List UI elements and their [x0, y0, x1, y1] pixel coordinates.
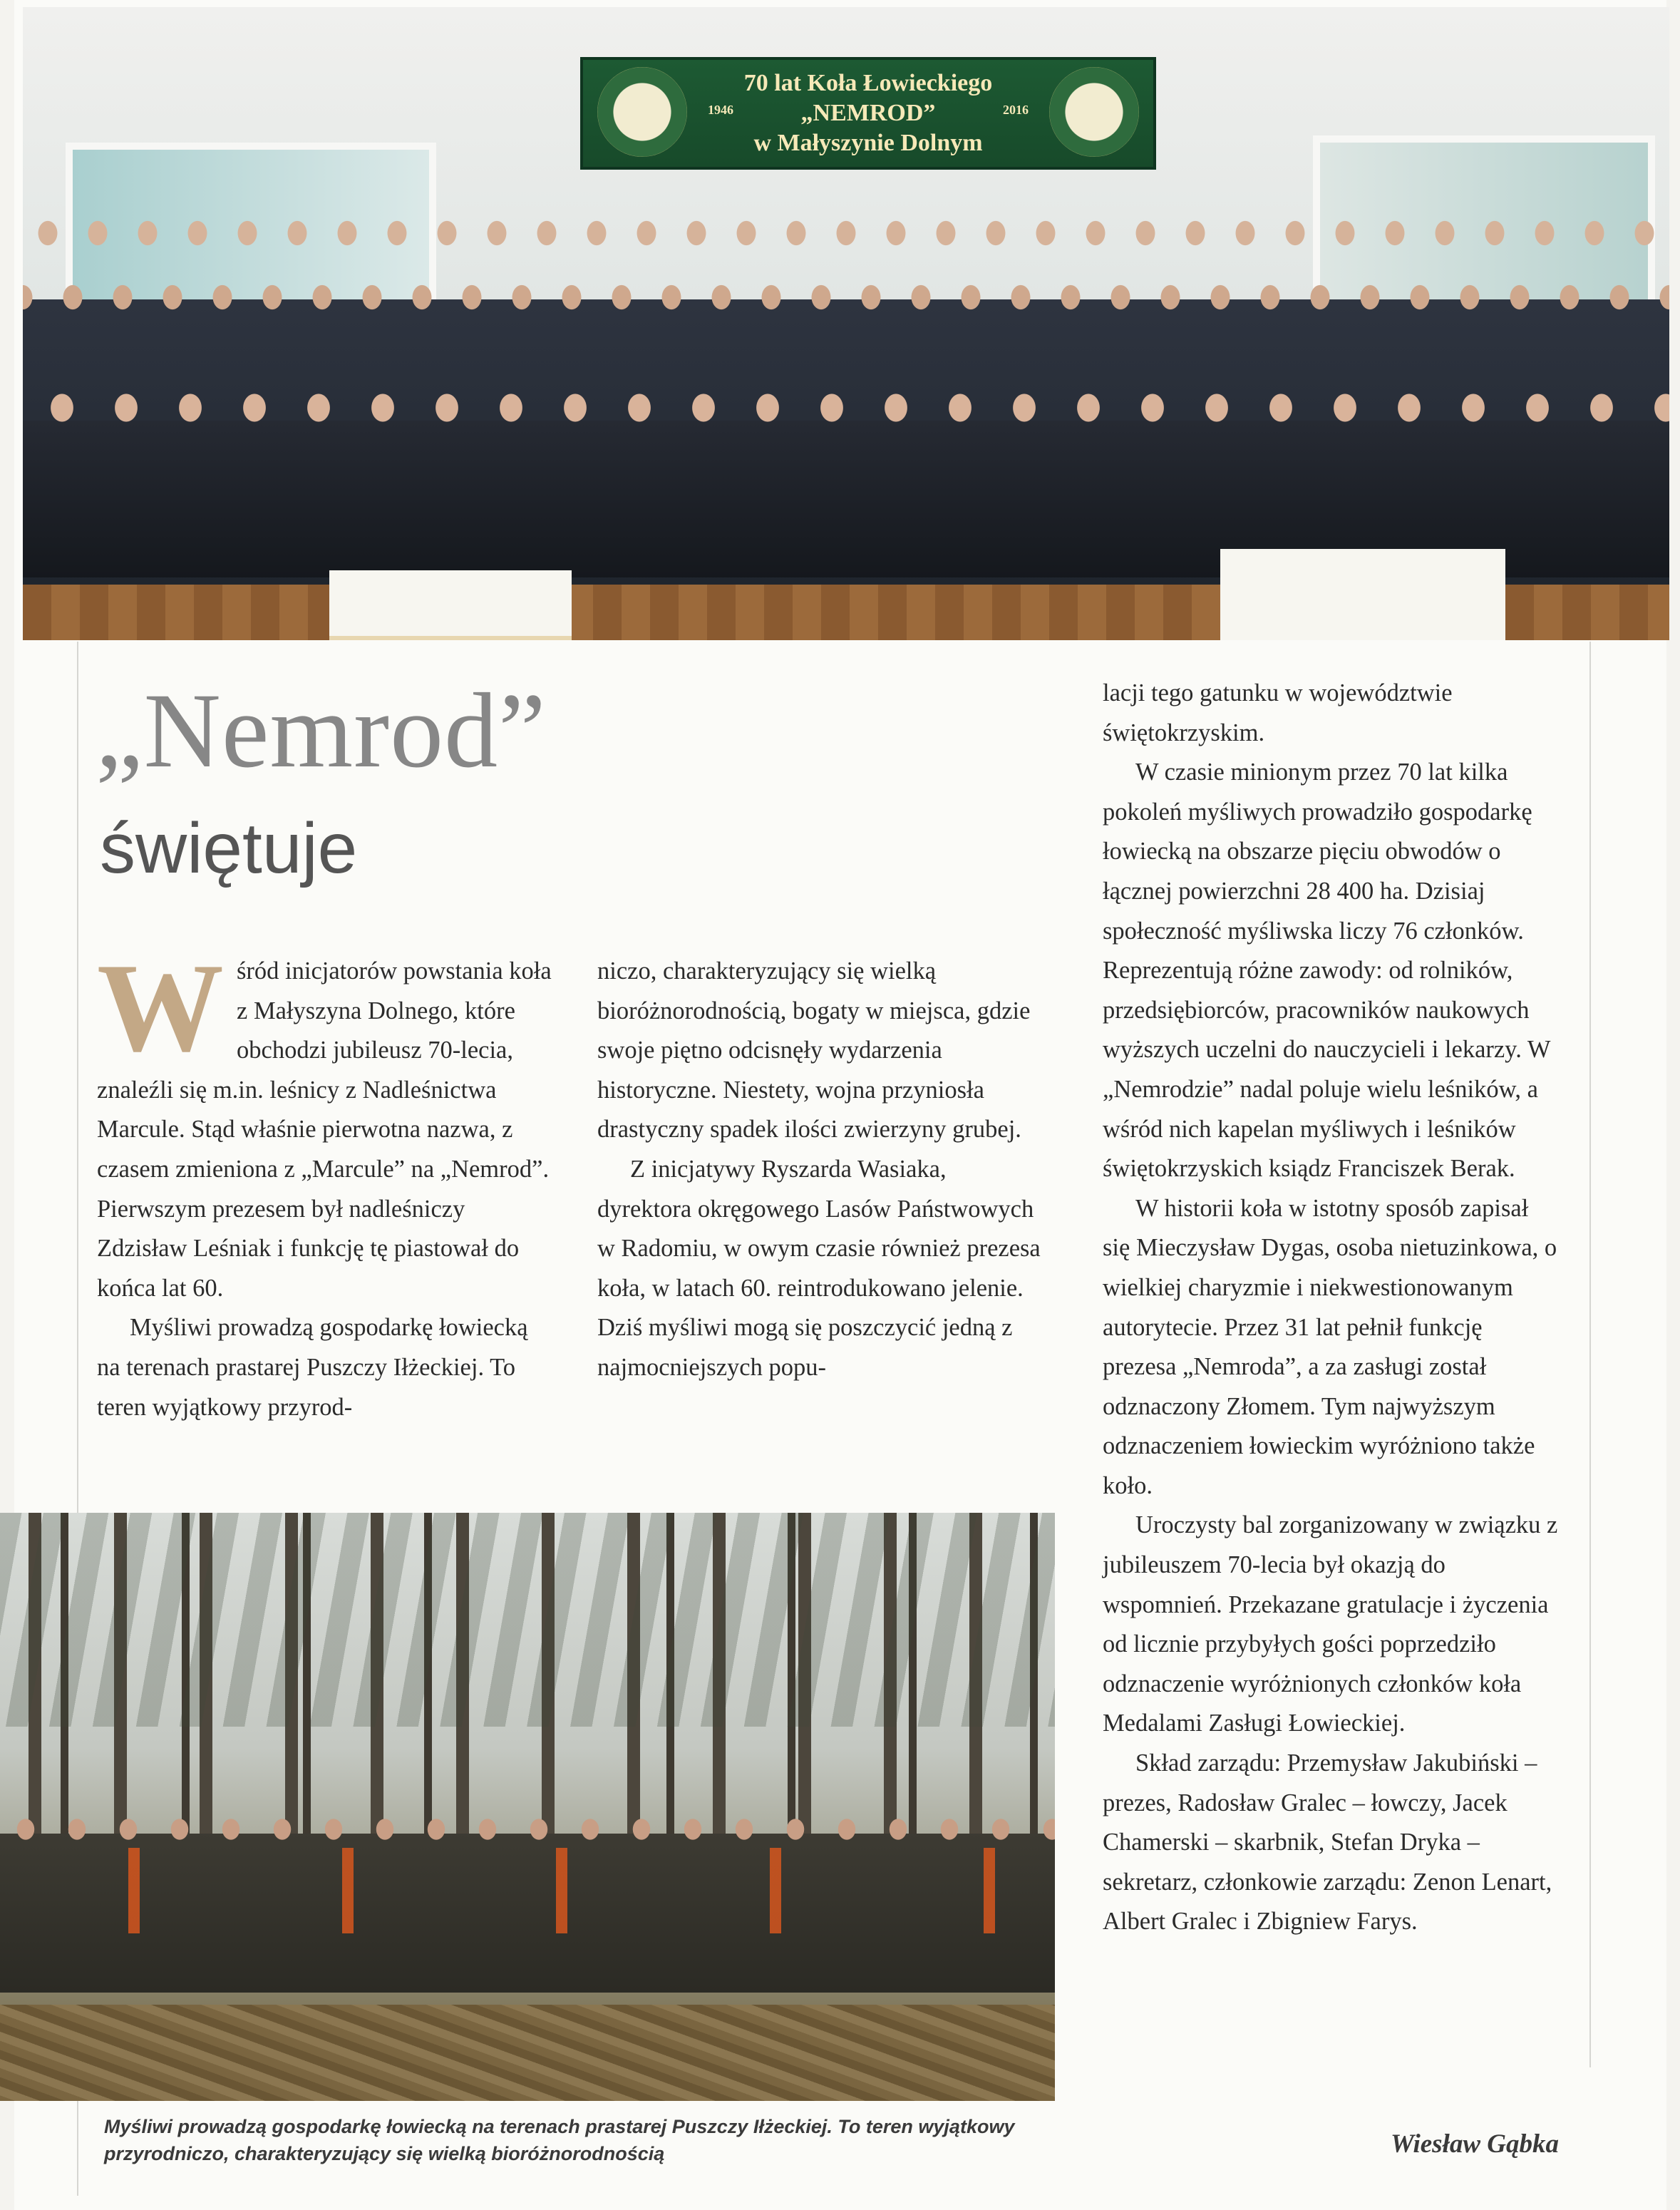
hunters-group: [0, 1798, 1055, 2101]
banquet-table-left: [329, 570, 572, 640]
banner-year-start: 1946: [708, 103, 733, 117]
article-subtitle: świętuje: [100, 808, 358, 888]
forest-canopy: [0, 1513, 1055, 1727]
paragraph: Skład zarządu: Przemysław Jakubiński – prezes, Radosław Gralec – łowczy, Jacek Chamerski – skarbnik, Stefan Dryka – sekretarz, członkowie zarządu: Zenon Lenart, Albert Gralec i Zbigniew Farys.: [1103, 1749, 1552, 1936]
banner-line-2: „NEMROD”: [800, 100, 936, 126]
text-column-2: [597, 952, 1046, 1388]
paragraph-text: śród inicjatorów powstania koła z Małyszyna Dolnego, które obchodzi jubileusz 70-lecia, znaleźli się m.in. leśnicy z Nadleśnictwa Marcule. Stąd właśnie pierwotna nazwa, z czasem zmieniona z „Marcule” na „Nemrod”. Pierwszym prezesem był nadleśniczy Zdzisław Leśniak i funkcję tę piastował do końca lat 60.: [97, 957, 552, 1302]
photo-caption: Myśliwi prowadzą gospodarkę łowiecką na terenach prastarej Puszczy Iłżeckiej. To teren wyjątkowy przyrodniczo, charakteryzujący się wielką bioróżnorodnością: [104, 2116, 1015, 2164]
paragraph: Z inicjatywy Ryszarda Wasiaka, dyrektora okręgowego Lasów Państwowych w Radomiu, w owym czasie również prezesa koła, w latach 60. reintrodukowano jelenie. Dziś myśliwi mogą się poszczycić jedną z najmocniejszych popu-: [597, 1155, 1041, 1381]
article-title: „Nemrod”: [96, 672, 547, 790]
drop-cap: W: [97, 937, 224, 1078]
banner-line-1: 70 lat Koła Łowieckiego: [743, 70, 993, 96]
paragraph: lacji tego gatunku w województwie świętokrzyskim.: [1103, 679, 1453, 746]
hunters-forest-photo: [0, 1513, 1055, 2101]
guests-front-rows: [23, 378, 1669, 577]
text-column-3: [1103, 674, 1559, 1942]
anniversary-banner: [580, 57, 1156, 170]
article-author: Wiesław Gąbka: [1390, 2129, 1559, 2159]
banner-year-end: 2016: [1003, 103, 1029, 117]
banner-line-3: w Małyszynie Dolnym: [753, 130, 983, 156]
page-margin-rule-right: [1589, 642, 1591, 2067]
ball-group-photo: [23, 7, 1669, 640]
paragraph: niczo, charakteryzujący się wielką bioróżnorodnością, bogaty w miejsca, gdzie swoje piętno odcisnęły wydarzenia historyczne. Niestety, wojna przyniosła drastyczny spadek ilości zwierzyny grubej.: [597, 957, 1031, 1143]
paragraph: Myśliwi prowadzą gospodarkę łowiecką na terenach prastarej Puszczy Iłżeckiej. To teren wyjątkowy przyrod-: [97, 1314, 528, 1421]
banquet-table-right: [1220, 549, 1505, 640]
paragraph: W historii koła w istotny sposób zapisał się Mieczysław Dygas, osoba nietuzinkowa, o wielkiej charyzmie i niekwestionowanym autorytecie. Przez 31 lat pełnił funkcję prezesa „Nemroda”, a za zasługi został odznaczony Złomem. Tym najwyższym odznaczeniem łowieckim wyróżniono także koło.: [1103, 1194, 1557, 1499]
text-column-1: [97, 937, 553, 1427]
paragraph: Uroczysty bal zorganizowany w związku z jubileuszem 70-lecia był okazją do wspomnień. Przekazane gratulacje i życzenia od licznie przybyłych gości poprzedziło odznaczenie wyróżnionych członków koła Medalami Zasługi Łowieckiej.: [1103, 1511, 1558, 1737]
hunters-orange-vests: [0, 1848, 1055, 1933]
paragraph: [97, 937, 553, 1308]
paragraph: W czasie minionym przez 70 lat kilka pokoleń myśliwych prowadziło gospodarkę łowiecką na obszarze pięciu obwodów o łącznej powierzchni 28 400 ha. Dzisiaj społeczność myśliwska liczy 76 członków. Reprezentują różne zawody: od rolników, przedsiębiorców, pracowników naukowych wyższych uczelni do nauczycieli i lekarzy. W „Nemrodzie” nadal poluje wielu leśników, a wśród nich kapelan myśliwych i leśników świętokrzyskich ksiądz Franciszek Berak.: [1103, 759, 1550, 1183]
